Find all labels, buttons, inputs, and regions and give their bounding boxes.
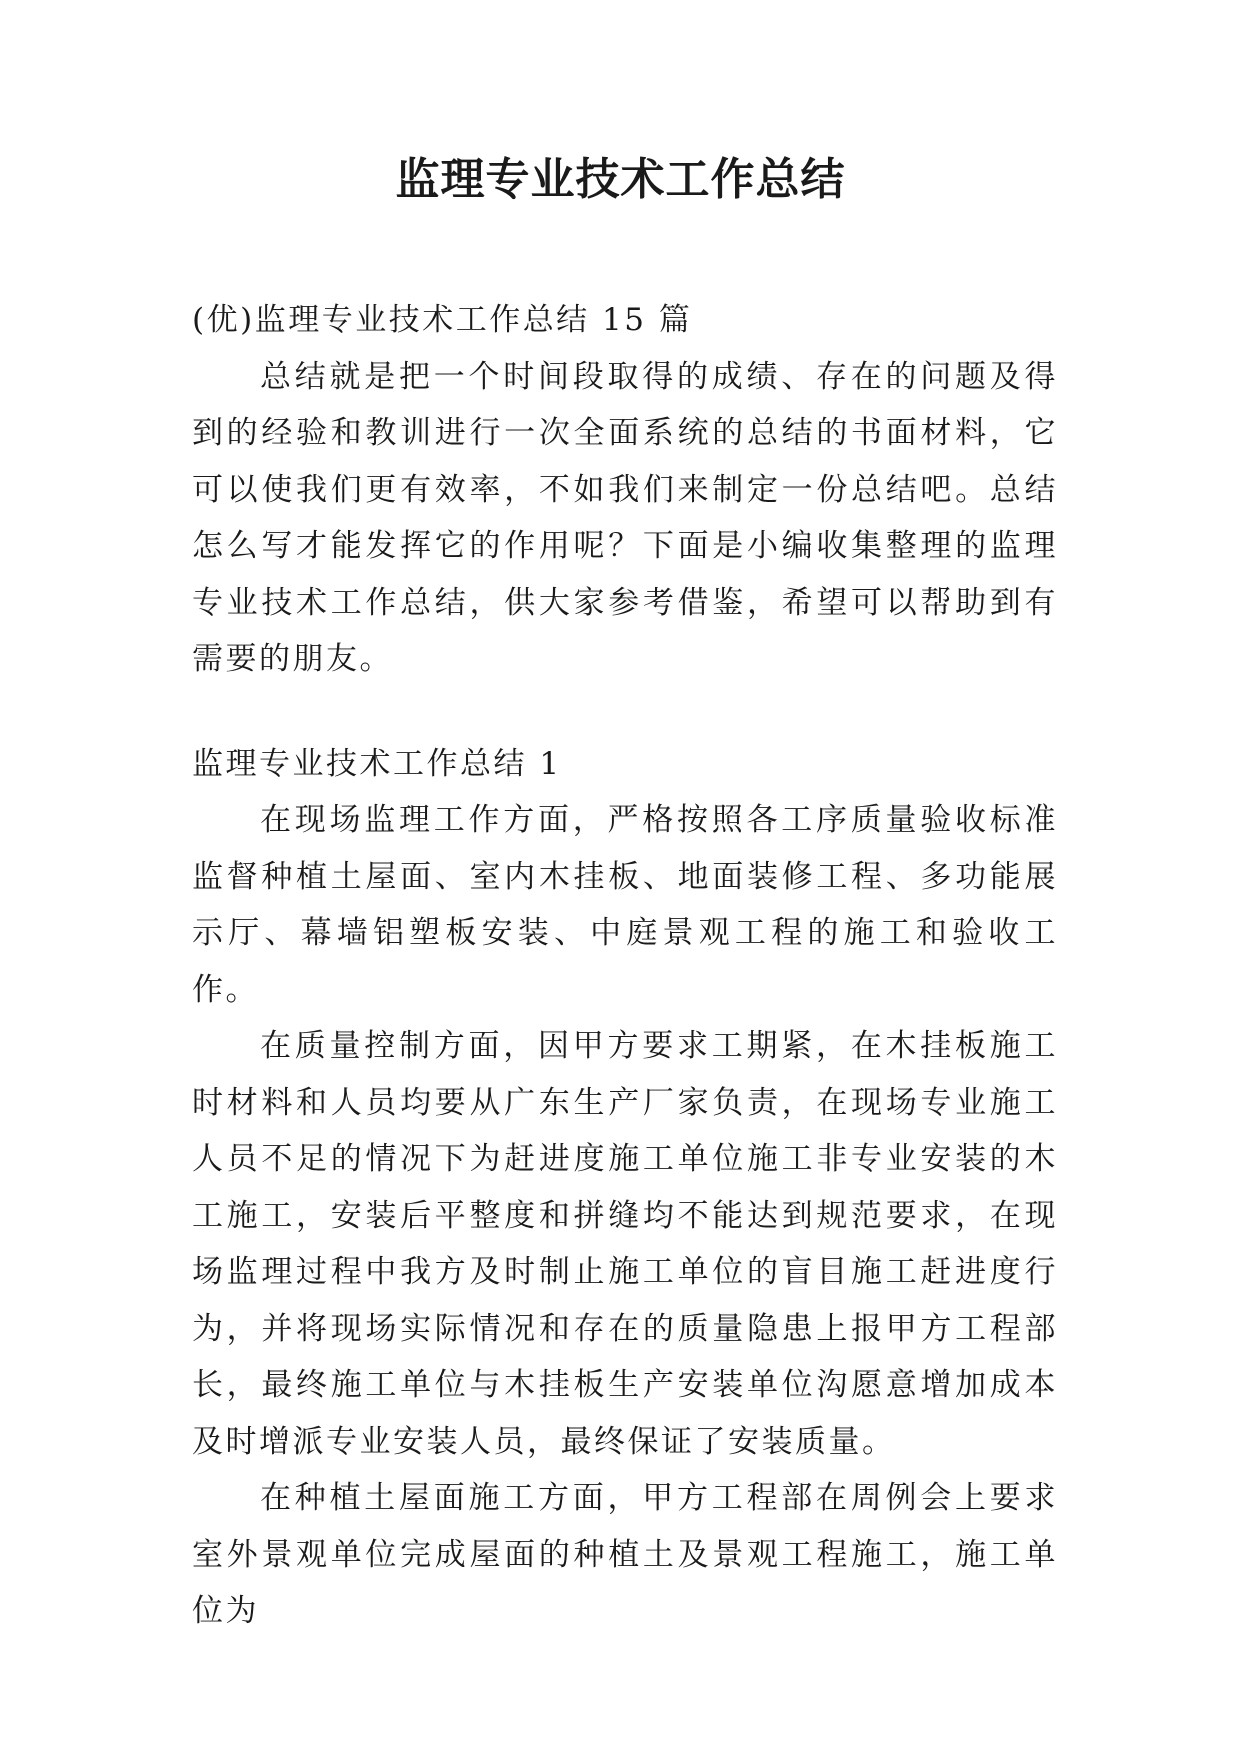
body-paragraph: 在质量控制方面，因甲方要求工期紧，在木挂板施工时材料和人员均要从广东生产厂家负责，在现场专业施工人员不足的情况下为赶进度施工单位施工非专业安装的木工施工，安装后平整度和拼缝均不能达到规范要求，在现场监理过程中我方及时制止施工单位的盲目施工赶进度行为，并将现场实际情况和存在的质量隐患上报甲方工程部长，最终施工单位与木挂板生产安装单位沟愿意增加成本及时增派专业安装人员，最终保证了安装质量。 bbox=[192, 1028, 1058, 1460]
section-heading: 监理专业技术工作总结 1 bbox=[192, 745, 562, 782]
intro-paragraph: 总结就是把一个时间段取得的成绩、存在的问题及得到的经验和教训进行一次全面系统的总结的书面材料，它可以使我们更有效率，不如我们来制定一份总结吧。总结怎么写才能发挥它的作用呢？下面是小编收集整理的监理专业技术工作总结，供大家参考借鉴，希望可以帮助到有需要的朋友。 bbox=[192, 358, 1058, 677]
document-subtitle: (优)监理专业技术工作总结 15 篇 bbox=[192, 302, 693, 338]
document-body bbox=[192, 292, 1058, 1640]
body-paragraph: 在种植土屋面施工方面，甲方工程部在周例会上要求室外景观单位完成屋面的种植土及景观工程施工，施工单位为 bbox=[192, 1480, 1058, 1629]
body-paragraph: 在现场监理工作方面，严格按照各工序质量验收标准监督种植土屋面、室内木挂板、地面装修工程、多功能展示厅、幕墙铝塑板安装、中庭景观工程的施工和验收工作。 bbox=[192, 802, 1058, 1008]
section-spacer bbox=[192, 688, 1058, 736]
document-title: 监理专业技术工作总结 bbox=[395, 154, 846, 205]
